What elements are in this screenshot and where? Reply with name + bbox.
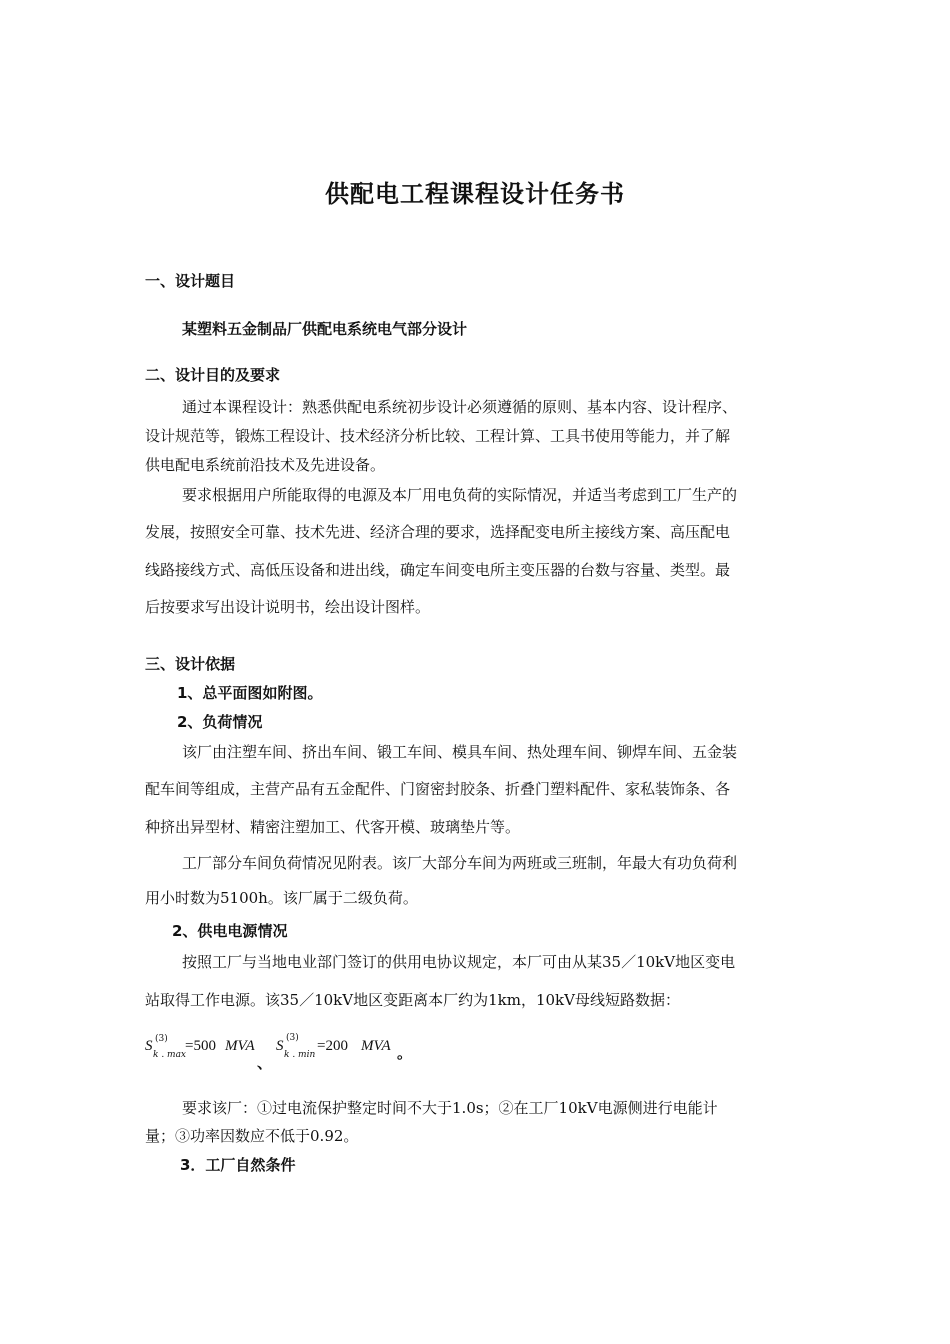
paragraph-line: 用小时数为5100h。该厂属于二级负荷。 xyxy=(145,889,418,907)
section-heading-goals: 二、设计目的及要求 xyxy=(145,366,281,384)
paragraph-line: 线路接线方式、高低压设备和进出线，确定车间变电所主变压器的台数与容量、类型。最 xyxy=(145,561,731,579)
paragraph-line: 种挤出异型材、精密注塑加工、代客开模、玻璃垫片等。 xyxy=(145,818,521,836)
paragraph-line: 要求根据用户所能取得的电源及本厂用电负荷的实际情况，并适当考虑到工厂生产的 xyxy=(182,486,738,504)
paragraph-line: 通过本课程设计：熟悉供配电系统初步设计必须遵循的原则、基本内容、设计程序、 xyxy=(182,398,738,416)
paragraph-line: 供电配电系统前沿技术及先进设备。 xyxy=(145,456,386,474)
document-title: 供配电工程课程设计任务书 xyxy=(325,180,625,208)
section-heading-topic: 一、设计题目 xyxy=(145,272,236,290)
period: 。 xyxy=(397,1046,413,1062)
paragraph-line: 发展，按照安全可靠、技术先进、经济合理的要求，选择配变电所主接线方案、高压配电 xyxy=(145,523,731,541)
paragraph-line: 后按要求写出设计说明书，绘出设计图样。 xyxy=(145,598,431,616)
paragraph-line: 设计规范等，锻炼工程设计、技术经济分析比较、工程计算、工具书使用等能力，并了解 xyxy=(145,427,731,445)
paragraph-line: 按照工厂与当地电业部门签订的供用电协议规定，本厂可由从某35／10kV地区变电 xyxy=(182,953,736,971)
basis-item-power-supply: 2、供电电源情况 xyxy=(172,922,288,940)
section-heading-basis: 三、设计依据 xyxy=(145,655,236,673)
short-circuit-formula xyxy=(145,1030,425,1080)
symbol-s-min: S xyxy=(276,1038,284,1054)
paragraph-line: 配车间等组成，主营产品有五金配件、门窗密封胶条、折叠门塑料配件、家私装饰条、各 xyxy=(145,780,731,798)
basis-item-site-plan: 1、总平面图如附图。 xyxy=(177,684,323,702)
unit-max: MVA xyxy=(225,1038,255,1054)
symbol-s-max: S xyxy=(145,1038,153,1054)
basis-item-load: 2、负荷情况 xyxy=(177,713,263,731)
separator: 、 xyxy=(257,1056,273,1072)
value-max: =500 xyxy=(185,1038,216,1054)
paragraph-line: 要求该厂：①过电流保护整定时间不大于1.0s；②在工厂10kV电源侧进行电能计 xyxy=(182,1099,718,1117)
paragraph-line: 量；③功率因数应不低于0.92。 xyxy=(145,1127,359,1145)
design-topic: 某塑料五金制品厂供配电系统电气部分设计 xyxy=(182,320,468,338)
superscript-3: (3) xyxy=(155,1034,168,1044)
value-min: =200 xyxy=(317,1038,348,1054)
paragraph-line: 该厂由注塑车间、挤出车间、锻工车间、模具车间、热处理车间、铆焊车间、五金装 xyxy=(182,743,738,761)
subscript-kmin: k . min xyxy=(284,1050,316,1060)
basis-item-natural-conditions: 3．工厂自然条件 xyxy=(180,1156,296,1174)
unit-min: MVA xyxy=(361,1038,391,1054)
subscript-kmax: k . max xyxy=(153,1050,187,1060)
superscript-3: (3) xyxy=(286,1033,299,1043)
paragraph-line: 工厂部分车间负荷情况见附表。该厂大部分车间为两班或三班制，年最大有功负荷利 xyxy=(182,854,738,872)
paragraph-line: 站取得工作电源。该35／10kV地区变距离本厂约为1km，10kV母线短路数据： xyxy=(145,991,680,1009)
